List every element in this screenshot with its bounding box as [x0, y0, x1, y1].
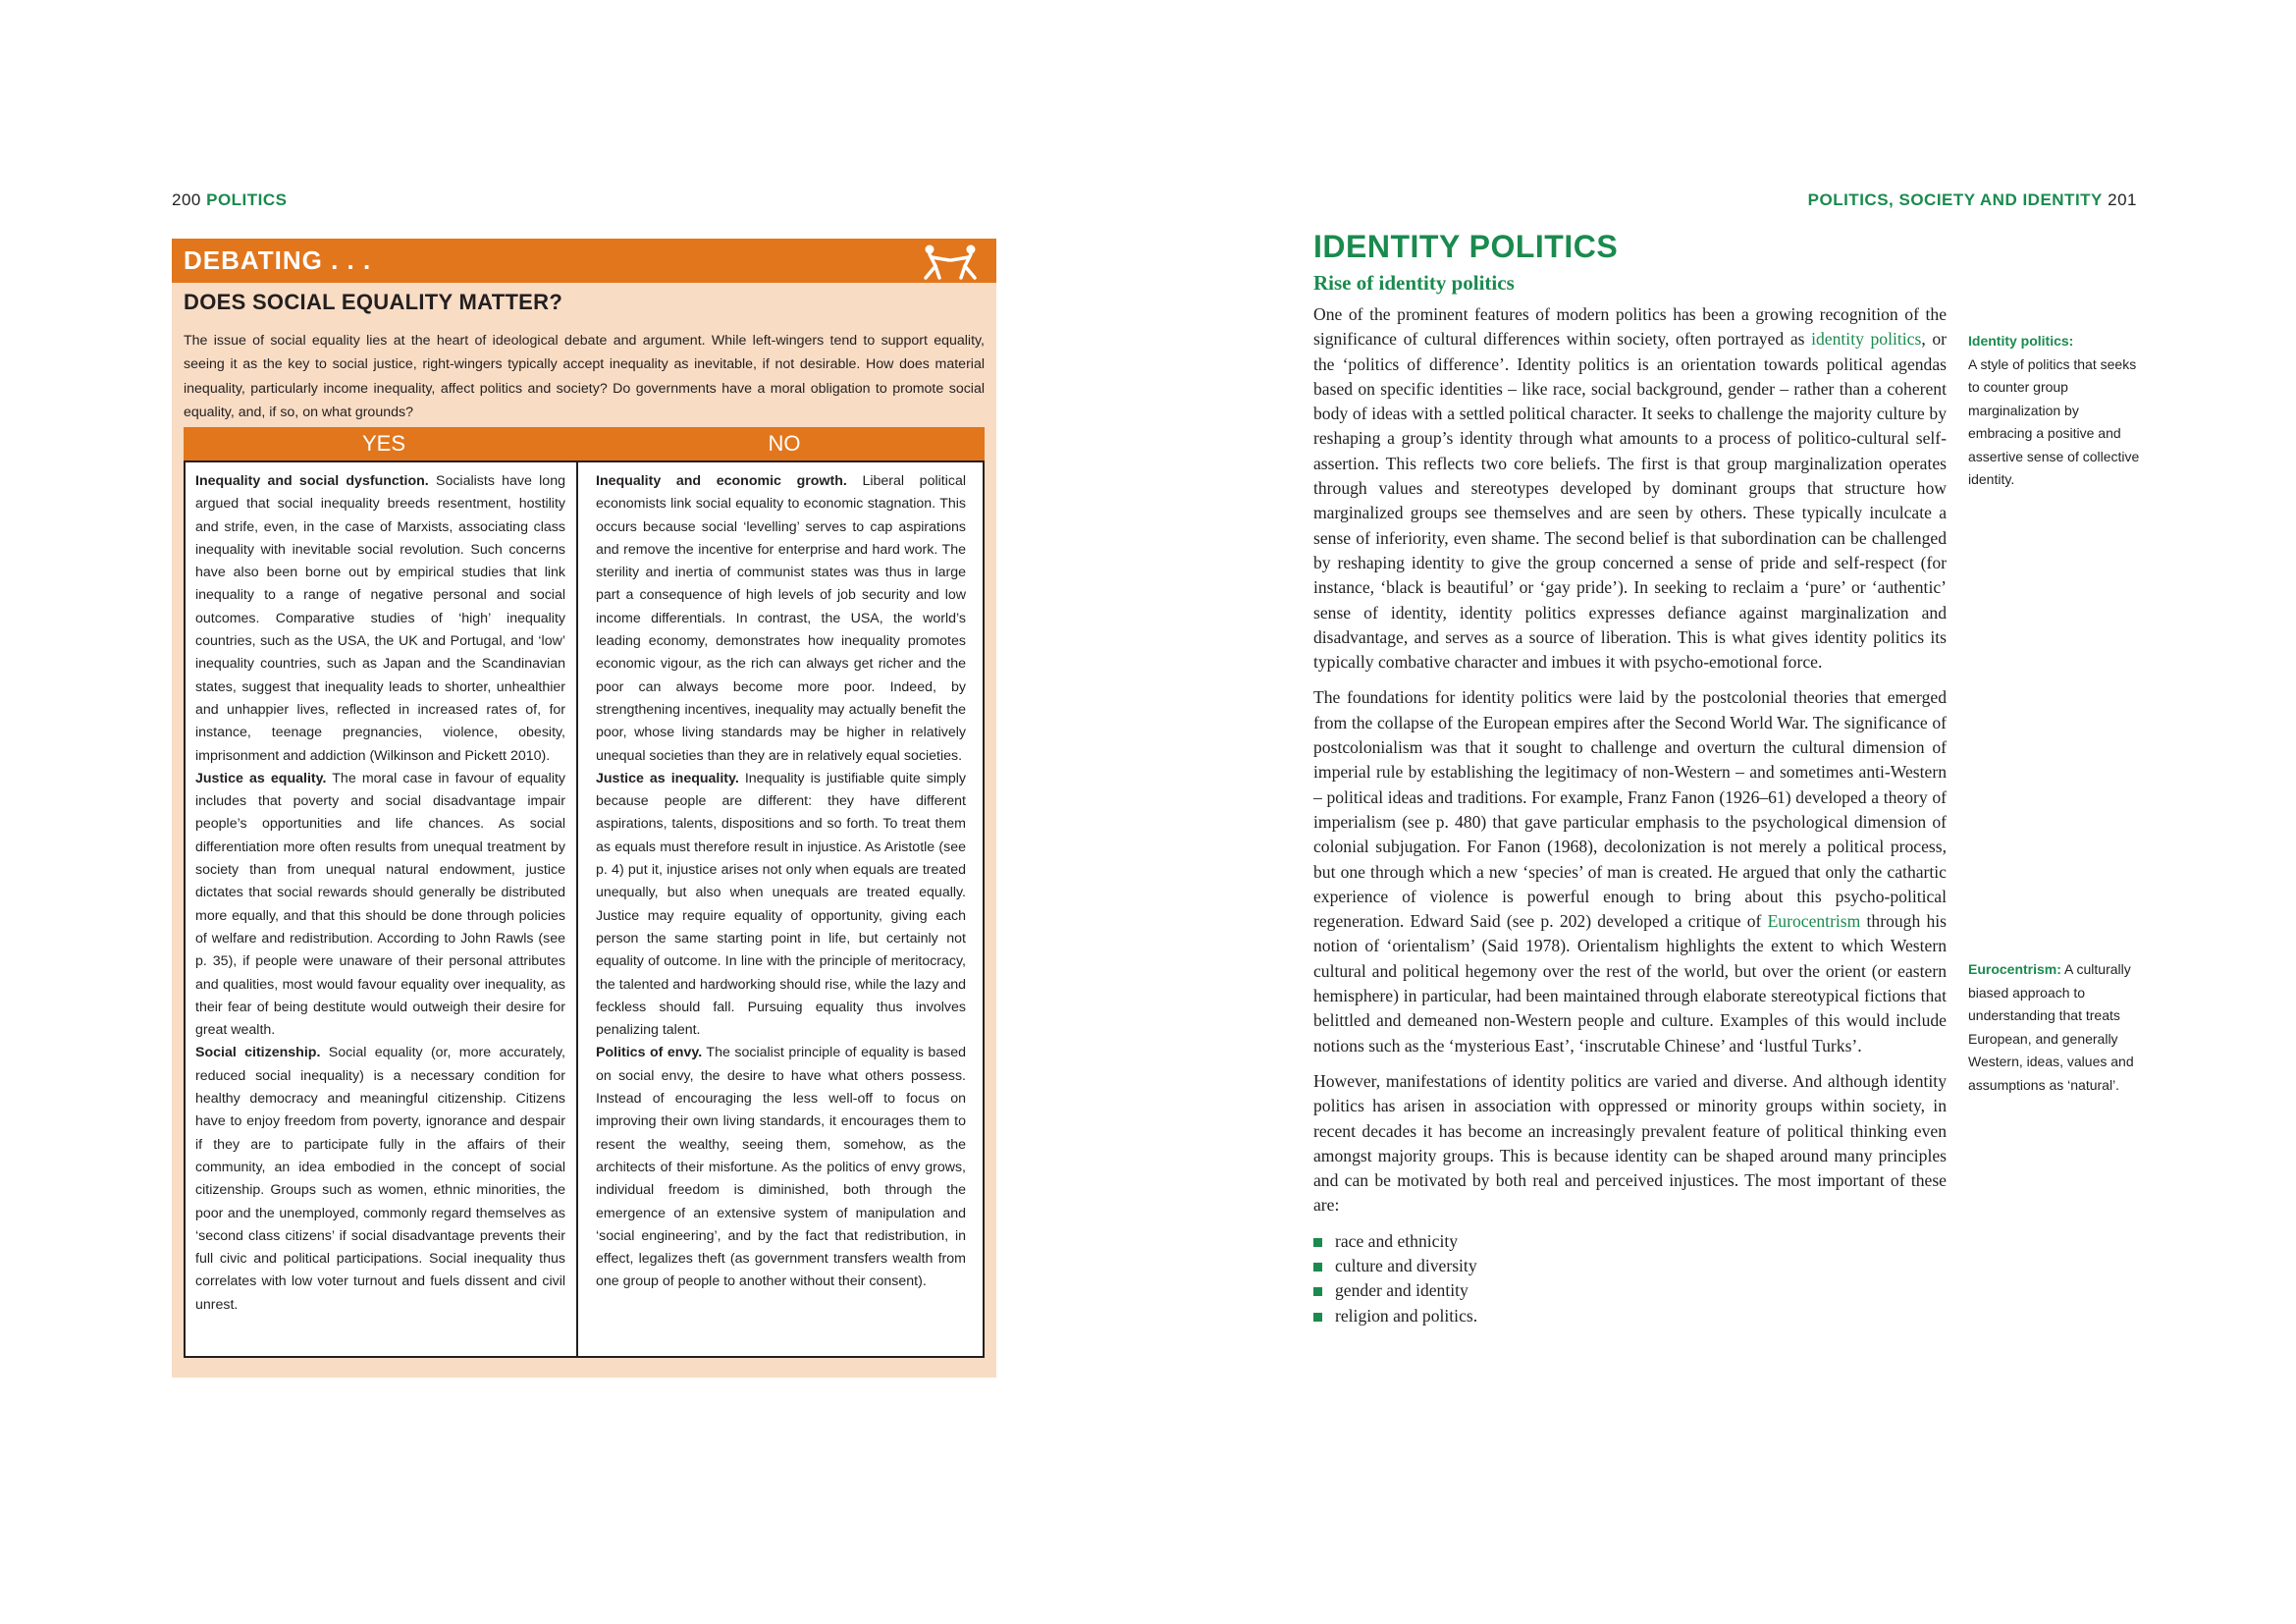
yes-no-header-bar: [184, 427, 985, 460]
yes-column: [195, 470, 565, 1317]
keyword-eurocentrism: Eurocentrism: [1767, 911, 1861, 932]
margin-note-definition: A style of politics that seeks to counter group marginalization by embracing a positive and assertive sense of collective identity.: [1968, 355, 2140, 487]
argument-heading: Justice as inequality.: [596, 770, 739, 786]
argument-text: Inequality is justifiable quite simply because people are different: they have different aspirations, talents, dispositions and so forth. To treat them as equals must therefore result in injustice. As Aristotle (see p. 4) put it, injustice arises not only when equals are treated unequally, but also when unequals are treated equally. Justice may require equality of opportunity, giving each person the same starting point in life, but certainly not equality of outcome. In line with the principle of meritocracy, the talented and hardworking should rise, while the lazy and feckless should fall. Pursuing equality thus involves penalizing talent.: [596, 770, 966, 1039]
debate-question: DOES SOCIAL EQUALITY MATTER?: [184, 290, 563, 314]
square-bullet-icon: [1313, 1287, 1322, 1296]
yes-argument: [195, 1042, 565, 1317]
bullet-list: [1313, 1229, 1947, 1328]
section-subtitle: Rise of identity politics: [1313, 271, 1515, 295]
argument-text: Socialists have long argued that social inequality breeds resentment, hostility and strife, even, in the case of Marxists, associating class inequality with inevitable social revolution. Such concerns have also been borne out by empirical studies that link inequality to a range of negative personal and social outcomes. Comparative studies of ‘high’ inequality countries, such as the USA, the UK and Portugal, and ‘low’ inequality countries, such as Japan and the Scandinavian states, suggest that inequality leads to shorter, unhealthier and unhappier lives, reflected in increased rates of, for instance, teenage pregnancies, violence, obesity, imprisonment and addiction (Wilkinson and Pickett 2010).: [195, 473, 565, 764]
left-running-head: POLITICS: [206, 190, 288, 209]
argument-heading: Inequality and economic growth.: [596, 473, 847, 489]
margin-note-term: Identity politics:: [1968, 333, 2074, 349]
margin-note-definition: A culturally biased approach to understanding that treats European, and generally Western, ideas, values and assumptions as ‘natural’.: [1968, 961, 2134, 1093]
margin-note-term: Eurocentrism:: [1968, 961, 2061, 977]
yes-heading: YES: [361, 431, 406, 456]
list-item: culture and diversity: [1313, 1254, 1947, 1278]
argument-heading: Politics of envy.: [596, 1045, 703, 1061]
debate-header: [172, 239, 996, 283]
list-item: religion and politics.: [1313, 1304, 1947, 1328]
argument-text: The socialist principle of equality is based on social envy, the desire to have what others possess. Instead of encouraging the less well-off to focus on improving their own living standards, it encourages them to resent the wealthy, seeing them, somehow, as the architects of their misfortune. As the politics of envy grows, individual freedom is diminished, both through the emergence of an extensive system of manipulation and ‘social engineering’, and by the fact that redistribution, in effect, legalizes theft (as government transfers wealth from one group of people to another without their consent).: [596, 1045, 966, 1290]
debate-box: [172, 239, 996, 1378]
no-argument: [596, 1042, 966, 1293]
section-title: IDENTITY POLITICS: [1313, 229, 1619, 264]
body-text: [1313, 302, 1947, 1328]
list-item: gender and identity: [1313, 1278, 1947, 1303]
paragraph-3: However, manifestations of identity politics are varied and diverse. And although identity politics has arisen in association with oppressed or minority groups within society, in recent decades it has become an increasingly prevalent feature of political thinking even amongst majority groups. This is because identity can be shaped around many principles and can be motivated by both real and perceived injustices. The most important of these are:: [1313, 1070, 1947, 1216]
right-running-head: POLITICS, SOCIETY AND IDENTITY: [1807, 190, 2103, 209]
no-heading: NO: [768, 431, 801, 456]
square-bullet-icon: [1313, 1313, 1322, 1322]
right-page-folio: [1808, 190, 2137, 210]
argument-heading: Social citizenship.: [195, 1045, 321, 1061]
left-page-folio: [172, 190, 288, 210]
yes-argument: [195, 768, 565, 1043]
argument-text: Social equality (or, more accurately, reduced social inequality) is a necessary condition for healthy democracy and meaningful citizenship. Citizens have to enjoy freedom from poverty, ignorance and despair if they are to participate fully in the affairs of their community, an idea embodied in the concept of social citizenship. Groups such as women, ethnic minorities, the poor and the unemployed, commonly regard themselves as ‘second class citizens’ if social disadvantage prevents their full civic and political participations. Social inequality thus correlates with low voter turnout and fuels dissent and civil unrest.: [195, 1045, 565, 1313]
margin-note-eurocentrism: [1968, 958, 2140, 1097]
list-item: race and ethnicity: [1313, 1229, 1947, 1254]
debate-intro: The issue of social equality lies at the heart of ideological debate and argument. While left-wingers tend to support equality, seeing it as the key to social justice, right-wingers typically accept inequality as inevitable, if not desirable. How does material inequality, particularly income inequality, affect politics and society? Do governments have a moral obligation to promote social equality, and, if so, on what grounds?: [184, 333, 985, 421]
no-argument: [596, 470, 966, 768]
no-column: [596, 470, 966, 1294]
right-page-number: 201: [2108, 190, 2137, 209]
yes-no-columns: [184, 460, 985, 1358]
paragraph-2: The foundations for identity politics were laid by the postcolonial theories that emerged from the collapse of the European empires after the Second World War. The significance of postcolonialism was that it sought to challenge and overturn the cultural dimension of imperial rule by establishing the legitimacy of non-Western – and sometimes anti-Western – political ideas and traditions. For example, Franz Fanon (1926–61) developed a theory of imperialism (see p. 480) that gave particular emphasis to the psychological dimension of colonial subjugation. For Fanon (1968), decolonization is not merely a political process, but one through which a new ‘species’ of man is created. He argued that only the cathartic experience of violence is powerful enough to bring about this psycho-political regeneration. Edward Said (see p. 202) developed a critique of Eurocentrism through his notion of ‘orientalism’ (Said 1978). Orientalism highlights the extent to which Western cultural and political hegemony over the rest of the world, but over the orient (or eastern hemisphere) in particular, had been maintained through elaborate stereotypical fictions that belittled and demeaned non-Western people and culture. Examples of this would include notions such as the ‘mysterious East’, ‘inscrutable Chinese’ and ‘lustful Turks’.: [1313, 687, 1948, 1056]
argument-heading: Justice as equality.: [195, 770, 327, 786]
debate-label: DEBATING . . .: [184, 245, 372, 275]
column-divider: [576, 462, 578, 1356]
paragraph-1: One of the prominent features of modern politics has been a growing recognition of the significance of cultural differences within society, often portrayed as identity politics, or the ‘politics of difference’. Identity politics is an orientation towards political agendas based on specific identities – like race, social background, gender – rather than a coherent body of ideas with a settled political character. It seeks to challenge the majority culture by reshaping a group’s identity through what amounts to a process of politico-cultural self-assertion. This reflects two core beliefs. The first is that group marginalization operates through values and stereotypes developed by dominant groups that structure how marginalized groups see themselves and are seen by others. These typically inculcate a sense of inferiority, even shame. The second belief is that subordination can be challenged by reshaping identity to give the group concerned a sense of pride and self-respect (for instance, ‘black is beautiful’ or ‘gay pride’). In seeking to reclaim a ‘pure’ or ‘authentic’ sense of identity, identity politics expresses defiance against marginalization and disadvantage, and serves as a source of liberation. This is what gives identity politics its typically combative character and imbues it with psycho-emotional force.: [1313, 304, 1947, 673]
square-bullet-icon: [1313, 1238, 1322, 1247]
argument-text: The moral case in favour of equality includes that poverty and social disadvantage impair people’s opportunities and life chances. As social differentiation more often results from unequal treatment by society than from unequal natural endowment, justice dictates that social rewards should generally be distributed more equally, and that this should be done through policies of welfare and redistribution. According to John Rawls (see p. 35), if people were unaware of their personal attributes and qualities, most would favour equality over inequality, as their fear of being destitute would outweigh their desire for great wealth.: [195, 770, 566, 1039]
argument-heading: Inequality and social dysfunction.: [195, 473, 429, 489]
margin-note-identity-politics: [1968, 330, 2140, 492]
left-page-number: 200: [172, 190, 201, 209]
no-argument: [596, 768, 966, 1043]
keyword-identity-politics: identity politics: [1811, 329, 1922, 350]
argument-text: Liberal political economists link social equality to economic stagnation. This occurs because social ‘levelling’ serves to cap aspirations and remove the incentive for enterprise and hard work. The sterility and inertia of communist states was thus in large part a consequence of high levels of job security and low income differentials. In contrast, the USA, the world’s leading economy, demonstrates how inequality promotes economic vigour, as the rich can always get richer and the poor can always become more poor. Indeed, by strengthening incentives, inequality may actually benefit the poor, whose living standards may be higher in relatively unequal societies than they are in relatively equal societies.: [596, 473, 966, 764]
square-bullet-icon: [1313, 1263, 1322, 1272]
yes-argument: [195, 470, 565, 768]
tug-of-war-icon: [916, 243, 985, 280]
